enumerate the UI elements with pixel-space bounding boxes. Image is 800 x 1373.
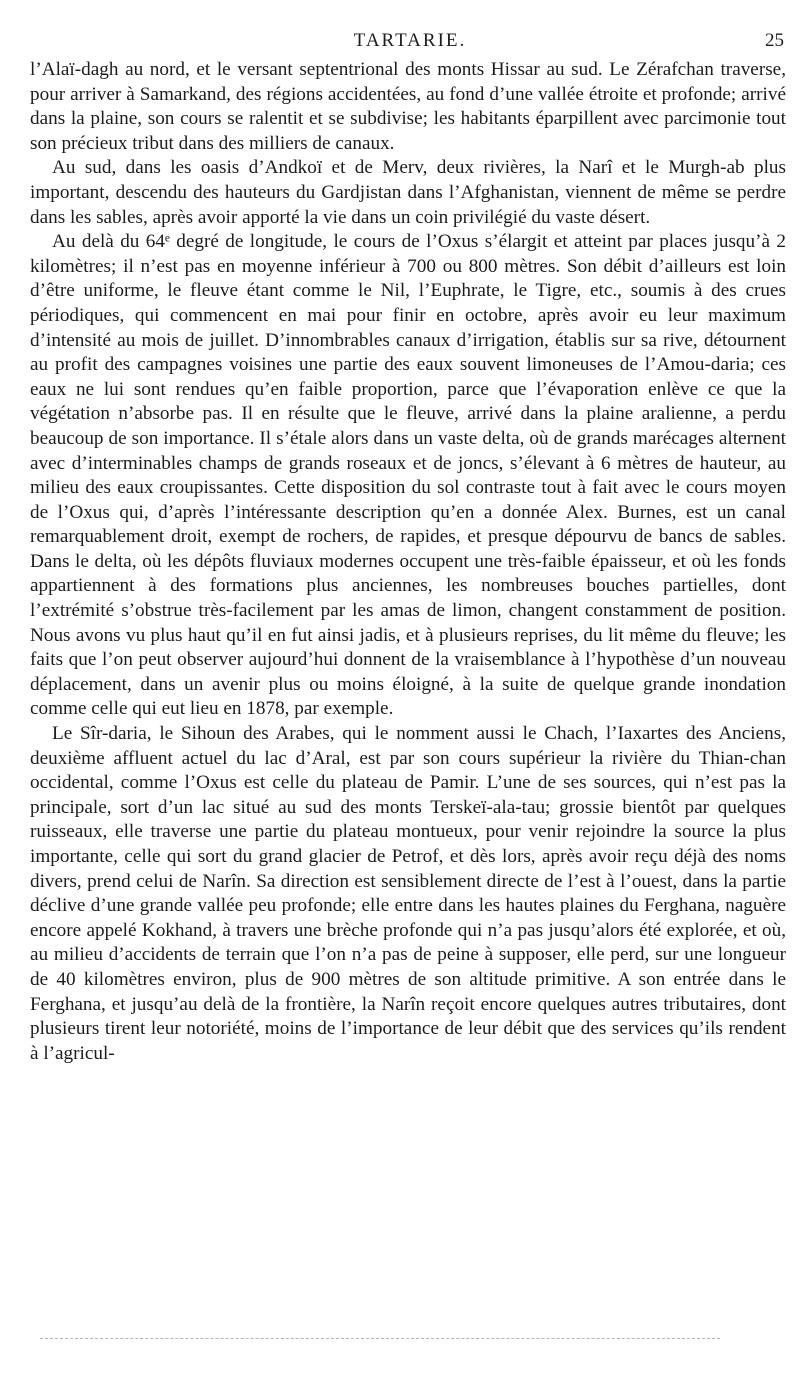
running-head: [30, 30, 790, 54]
paragraph-sir-daria: Le Sîr-daria, le Sihoun des Arabes, qui le nomment aussi le Chach, l’Iaxartes des Anciens, deuxième affluent actuel du lac d’Aral, est par son cours supérieur la rivière du Thian-chan occidental, comme l’Oxus est celle du plateau de Pamir. L’une de ses sources, qui n’est pas la principale, sort d’un lac situé au sud des monts Terskeï-ala-tau; grossie bientôt par quelques ruisseaux, elle traverse une partie du plateau montueux, pour venir rejoindre la source la plus importante, celle qui sort du grand glacier de Petrof, et dès lors, après avoir reçu déjà des noms divers, prend celui de Narîn. Sa direction est sensiblement directe de l’est à l’ouest, dans la partie déclive d’une grande vallée peu profonde; elle entre dans les hautes plaines du Ferghana, naguère encore appelé Kokhand, à travers une brèche profonde qui n’a pas jusqu’alors été explorée, et où, au milieu d’accidents de terrain que l’on n’a pas de peine à supposer, elle perd, sur une longueur de 40 kilomètres environ, plus de 900 mètres de son altitude primitive. A son entrée dans le Ferghana, et jusqu’au delà de la frontière, la Narîn reçoit encore quelques autres tributaires, dont plusieurs tirent leur notoriété, moins de l’importance de leur débit que des services qu’ils rendent à l’agricul-: [30, 723, 786, 1064]
paragraph-zerafchan: l’Alaï-dagh au nord, et le versant septentrional des monts Hissar au sud. Le Zérafchan traverse, pour arriver à Samarkand, des régions accidentées, au fond d’une vallée étroite et profonde; arrivé dans la plaine, son cours se ralentit et se subdivise; les habitants éparpillent avec parcimonie tout son précieux tribut dans des milliers de canaux.: [30, 59, 786, 154]
paragraph-andkoi-merv: Au sud, dans les oasis d’Andkoï et de Merv, deux rivières, la Narî et le Murgh-ab plus important, descendu des hauteurs du Gardjistan dans l’Afghanistan, viennent de même se perdre dans les sables, après avoir apporté la vie dans un coin privilégié du vaste désert.: [30, 157, 786, 228]
body-text: [30, 58, 786, 1066]
paragraph-oxus: Au delà du 64ᵉ degré de longitude, le cours de l’Oxus s’élargit et atteint par places jusqu’à 2 kilomètres; il n’est pas en moyenne inférieur à 700 ou 800 mètres. Son débit d’ailleurs est loin d’être uniforme, le fleuve étant comme le Nil, l’Euphrate, le Tigre, etc., soumis à des crues périodiques, qui commencent en mai pour finir en octobre, après avoir eu leur maximum d’intensité au mois de juillet. D’innombrables canaux d’irrigation, établis sur sa rive, détournent au profit des campagnes voisines une partie des eaux souvent limoneuses de l’Amou-daria; ces eaux ne lui sont rendues qu’en faible proportion, parce que l’évaporation enlève ce que la végétation n’absorbe pas. Il en résulte que le fleuve, arrivé dans la plaine aralienne, a perdu beaucoup de son importance. Il s’étale alors dans un vaste delta, où de grands marécages alternent avec d’interminables champs de grands roseaux et de joncs, s’élevant à 6 mètres de hauteur, au milieu des eaux croupissantes. Cette disposition du sol contraste tout à fait avec le cours moyen de l’Oxus qui, d’après l’intéressante description qu’en a donnée Alex. Burnes, est un canal remarquablement droit, exempt de rochers, de rapides, et presque dépourvu de bancs de sables. Dans le delta, où les dépôts fluviaux modernes occupent une très-faible épaisseur, et où les fonds appartiennent à des formations plus anciennes, les nombreuses bouches partielles, dont l’extrémité s’obstrue très-facilement par les amas de limon, changent constamment de position. Nous avons vu plus haut qu’il en fut ainsi jadis, et à plusieurs reprises, du lit même du fleuve; les faits que l’on peut observer aujourd’hui donnent de la vraisemblance à l’hypothèse d’un nouveau déplacement, dans un avenir plus ou moins éloigné, à la suite de quelque grande inondation comme celle qui eut lieu en 1878, par exemple.: [30, 231, 786, 720]
running-title: TARTARIE.: [353, 30, 467, 51]
footer-rule: [40, 1338, 720, 1339]
page-number: 25: [765, 30, 784, 51]
